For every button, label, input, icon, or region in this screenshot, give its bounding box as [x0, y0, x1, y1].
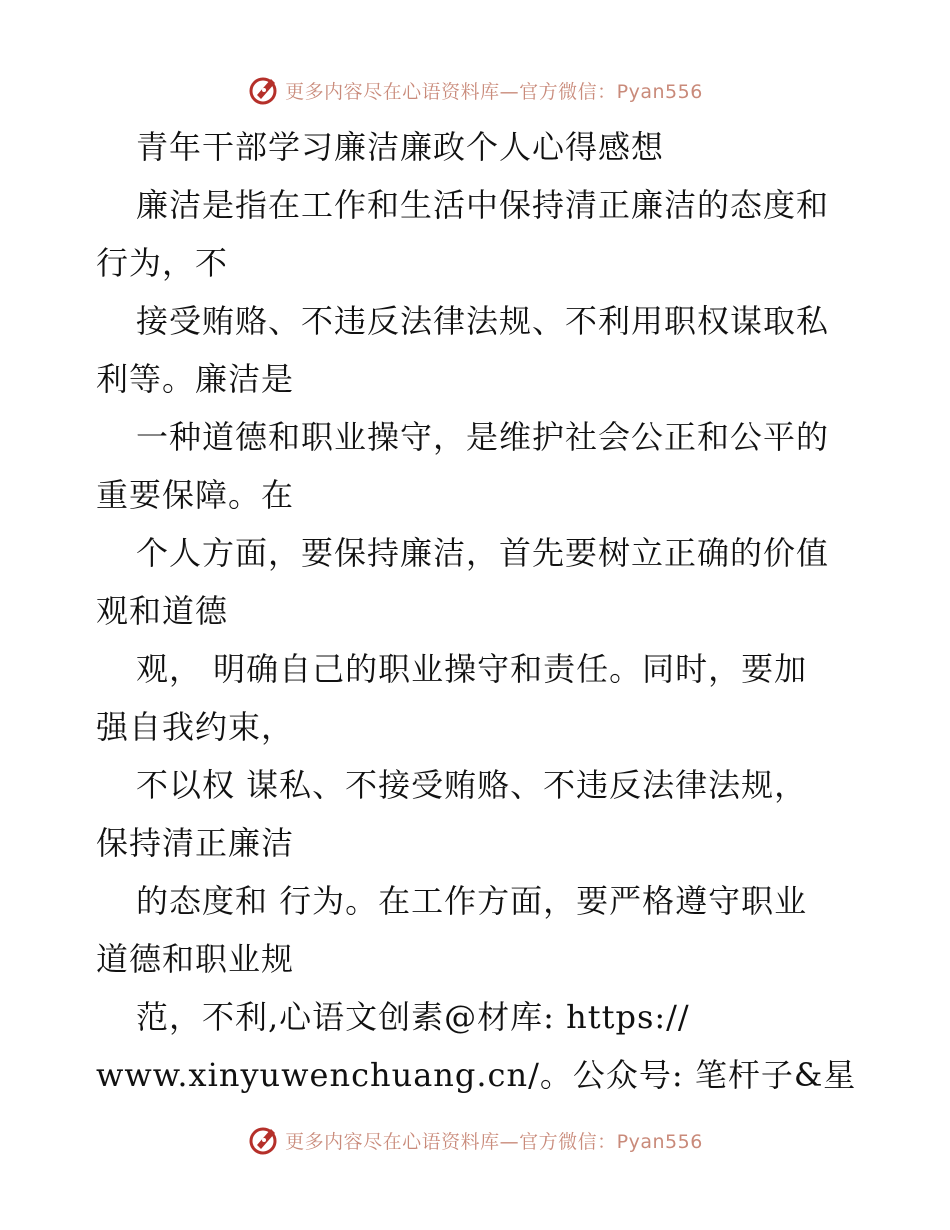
- doc-line: www.xinyuwenchuang.cn/。公众号: 笔杆子&星: [96, 1056, 857, 1094]
- doc-line: 观， 明确自己的职业操守和责任。同时，要加: [136, 650, 808, 688]
- doc-line: 道德和职业规: [96, 940, 295, 978]
- footer-banner: [0, 1120, 950, 1160]
- footer-banner-text: 更多内容尽在心语资料库—官方微信：Pyan556: [285, 1130, 703, 1153]
- doc-line: 重要保障。在: [96, 476, 295, 514]
- doc-line: 强自我约束，: [96, 708, 295, 746]
- doc-line: 的态度和 行为。在工作方面，要严格遵守职业: [136, 882, 808, 920]
- doc-line: 不以权 谋私、不接受贿赂、不违反法律法规，: [136, 766, 808, 804]
- doc-line: 接受贿赂、不违反法律法规、不利用职权谋取私: [136, 302, 830, 340]
- pen-nib-logo-icon: [247, 73, 281, 107]
- pen-nib-logo-icon: [247, 1123, 281, 1157]
- doc-line: 保持清正廉洁: [96, 824, 295, 862]
- doc-line: 范，不利,心语文创素@材库: https://: [136, 998, 690, 1036]
- doc-line: 廉洁是指在工作和生活中保持清正廉洁的态度和: [136, 186, 830, 224]
- document-body: [96, 118, 866, 1104]
- doc-line: 行为，不: [96, 244, 229, 282]
- doc-line: 利等。廉洁是: [96, 360, 295, 398]
- header-banner: [0, 70, 950, 110]
- doc-title: 青年干部学习廉洁廉政个人心得感想: [136, 128, 665, 166]
- doc-line: 观和道德: [96, 592, 229, 630]
- doc-line: 个人方面，要保持廉洁，首先要树立正确的价值: [136, 534, 830, 572]
- header-banner-text: 更多内容尽在心语资料库—官方微信：Pyan556: [285, 80, 703, 103]
- doc-line: 一种道德和职业操守，是维护社会公正和公平的: [136, 418, 830, 456]
